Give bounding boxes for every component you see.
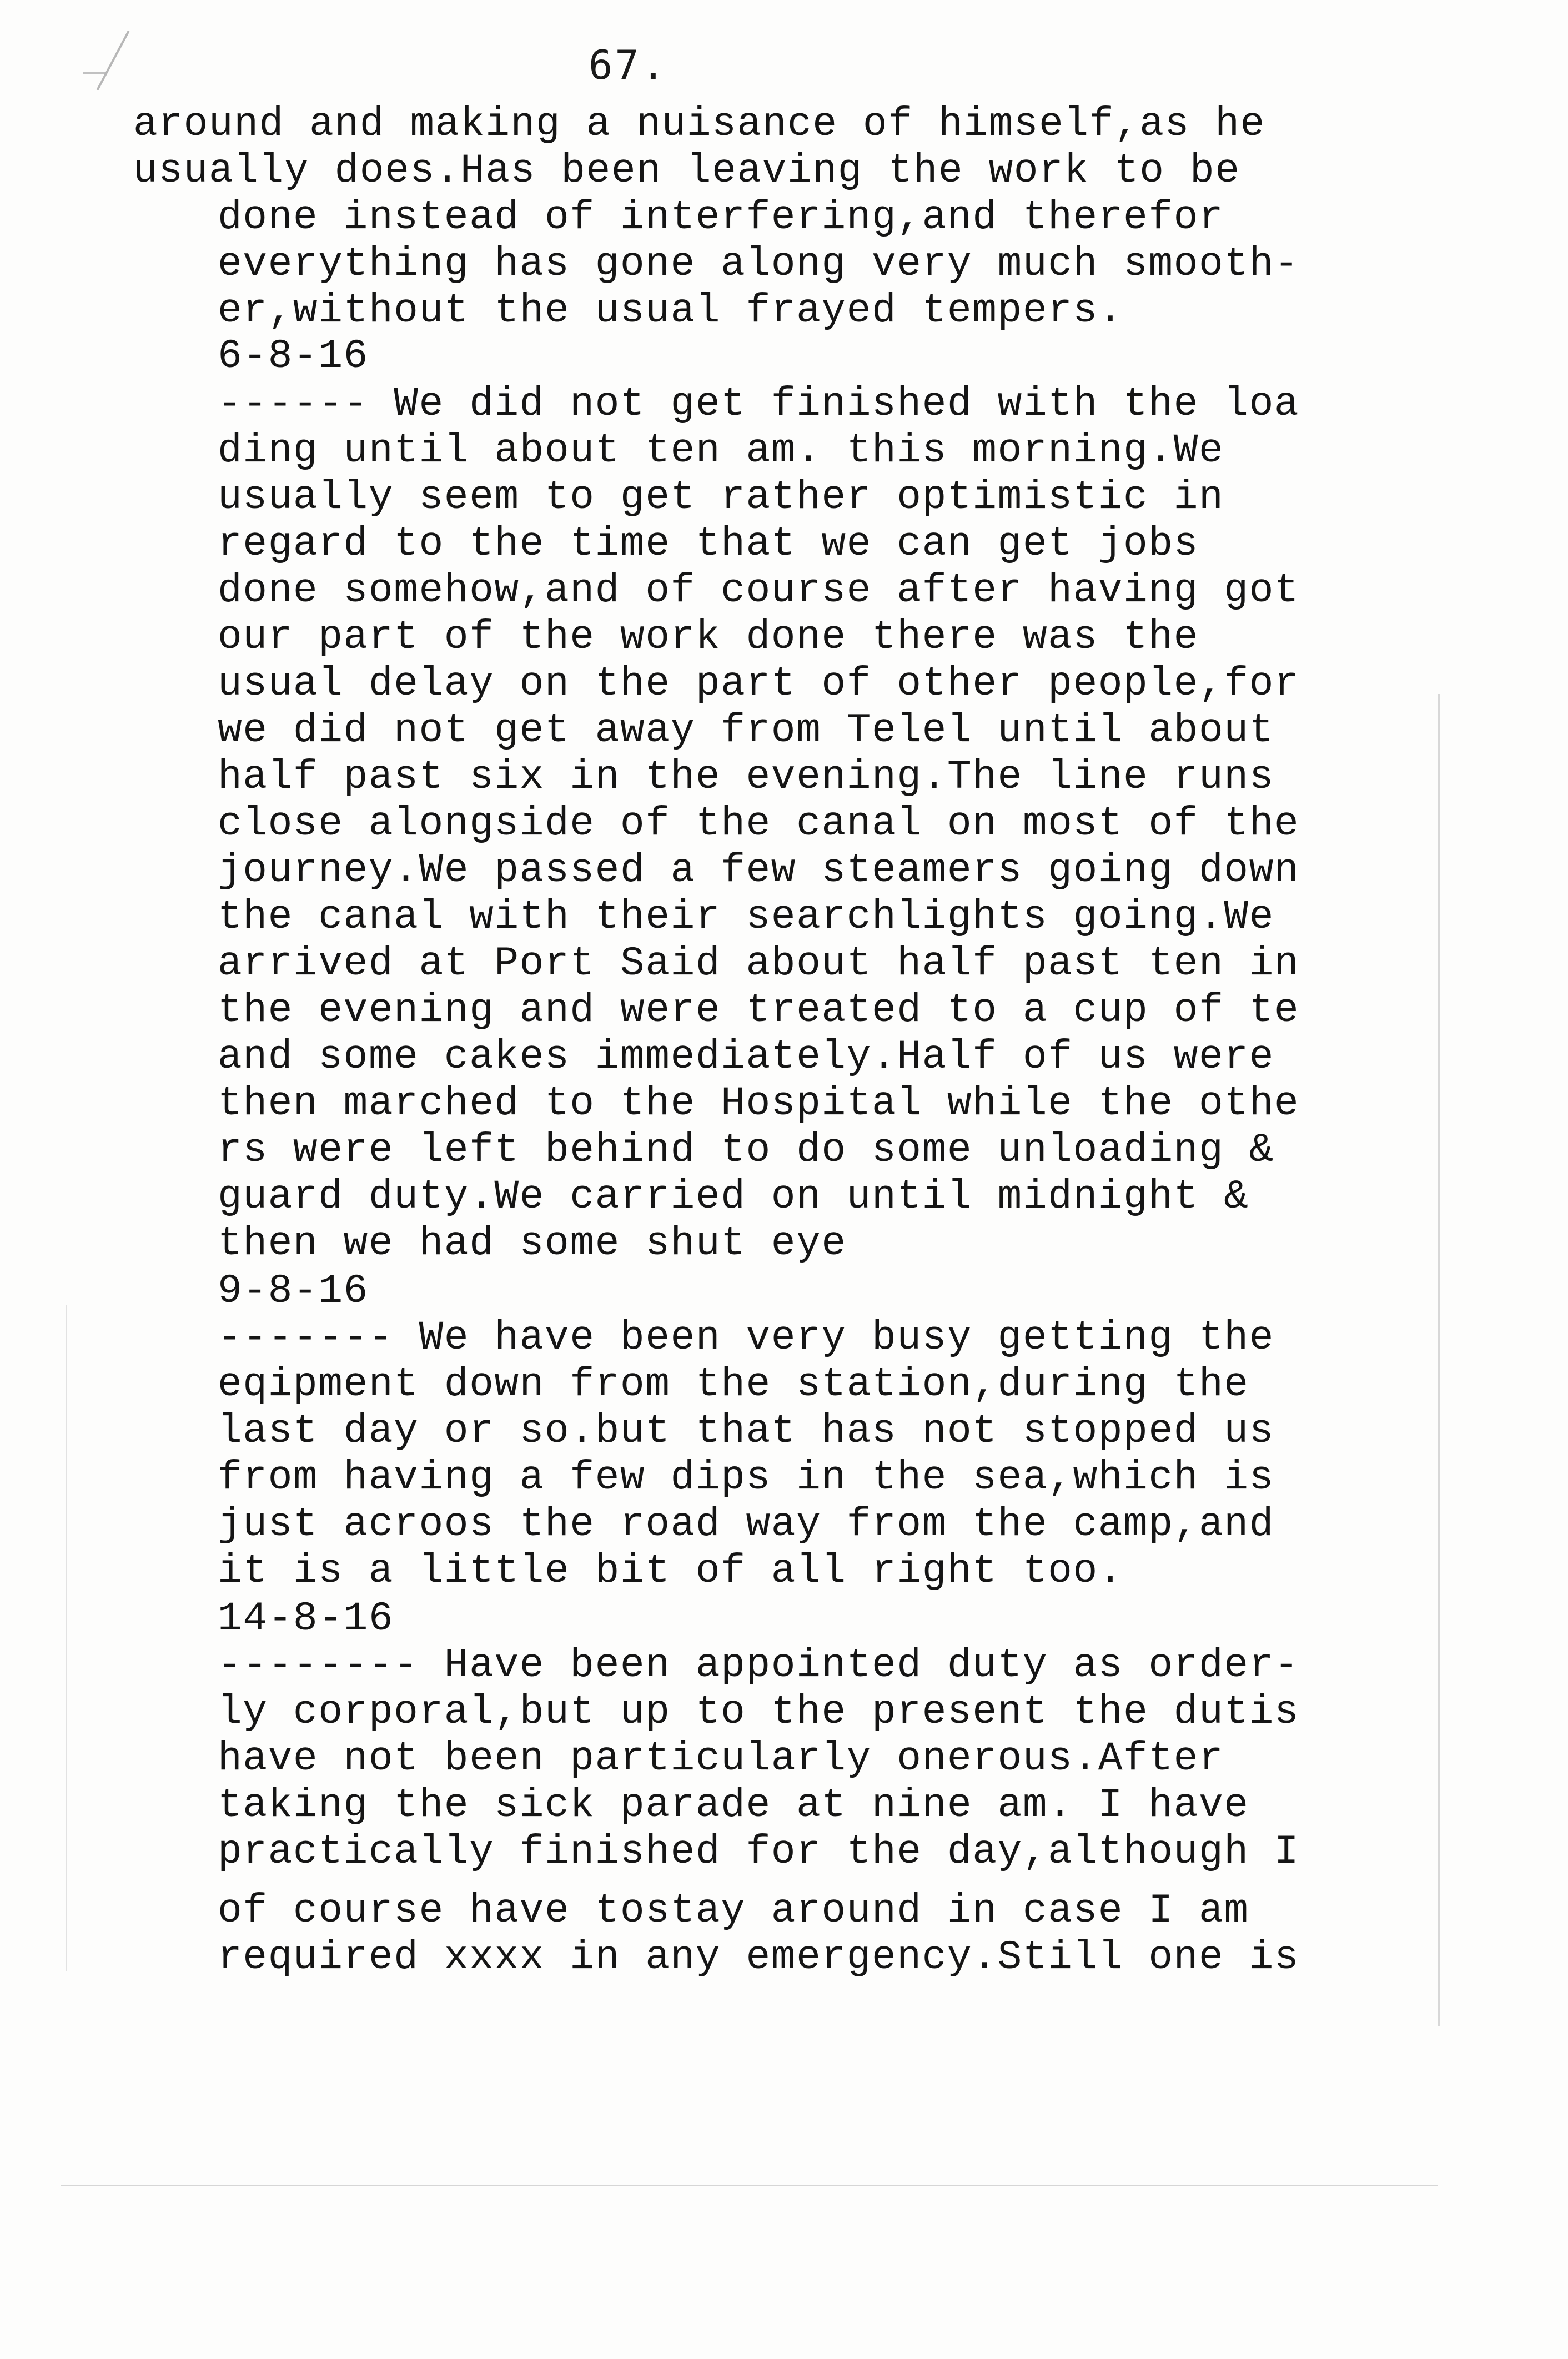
typed-line-40: required xxxx in any emergency.Still one is [218, 1934, 1300, 1980]
page-number: 67. [589, 42, 668, 88]
typed-line-22: then marched to the Hospital while the othe [218, 1080, 1300, 1126]
typed-line-34: -------- Have been appointed duty as order- [218, 1642, 1300, 1688]
typed-line-3: done instead of interfering,and therefor [218, 194, 1224, 240]
pencil-dash-mark [83, 72, 105, 74]
typed-line-35: ly corporal,but up to the present the dutis [218, 1689, 1300, 1735]
typed-line-32: it is a little bit of all right too. [218, 1548, 1124, 1594]
typed-line-30: from having a few dips in the sea,which is [218, 1455, 1274, 1501]
typed-line-39: of course have tostay around in case I am [218, 1888, 1249, 1934]
typed-line-29: last day or so.but that has not stopped us [218, 1408, 1274, 1454]
typed-line-2: usually does.Has been leaving the work to be [133, 148, 1240, 194]
typed-line-7: ------ We did not get finished with the loa [218, 381, 1300, 427]
typed-line-11: done somehow,and of course after having got [218, 567, 1300, 613]
pencil-tick-mark [97, 31, 149, 101]
typed-line-27: ------- We have been very busy getting the [218, 1315, 1274, 1361]
typed-line-20: the evening and were treated to a cup of te [218, 987, 1300, 1033]
typed-line-31: just acroos the road way from the camp,and [218, 1501, 1274, 1547]
typed-line-38: practically finished for the day,although I [218, 1829, 1300, 1875]
date-6-8-16: 6-8-16 [218, 333, 369, 379]
typed-line-10: regard to the time that we can get jobs [218, 521, 1199, 567]
typed-line-36: have not been particularly onerous.After [218, 1736, 1224, 1782]
typed-line-17: journey.We passed a few steamers going down [218, 847, 1300, 893]
typed-line-23: rs were left behind to do some unloading & [218, 1127, 1274, 1173]
typed-line-37: taking the sick parade at nine am. I have [218, 1782, 1249, 1828]
typed-line-12: our part of the work done there was the [218, 614, 1199, 660]
page-bottom-edge [61, 2185, 1438, 2186]
paper-edge-line [1438, 694, 1440, 2026]
typed-line-9: usually seem to get rather optimistic in [218, 474, 1224, 520]
typed-line-19: arrived at Port Said about half past ten in [218, 940, 1300, 987]
typed-line-14: we did not get away from Telel until about [218, 707, 1274, 753]
typed-line-18: the canal with their searchlights going.We [218, 894, 1274, 940]
typed-line-8: ding until about ten am. this morning.We [218, 427, 1224, 474]
scan-smudge [66, 1305, 67, 1971]
typed-line-28: eqipment down from the station,during the [218, 1361, 1249, 1407]
typed-line-1: around and making a nuisance of himself,as he [133, 101, 1265, 147]
date-14-8-16: 14-8-16 [218, 1596, 394, 1642]
typed-line-25: then we had some shut eye [218, 1220, 847, 1266]
date-9-8-16: 9-8-16 [218, 1268, 369, 1314]
typed-line-21: and some cakes immediately.Half of us were [218, 1034, 1274, 1080]
typed-line-5: er,without the usual frayed tempers. [218, 288, 1124, 334]
typed-line-4: everything has gone along very much smooth- [218, 241, 1300, 287]
typed-line-15: half past six in the evening.The line runs [218, 754, 1274, 800]
typed-line-13: usual delay on the part of other people,for [218, 661, 1300, 707]
typed-line-24: guard duty.We carried on until midnight & [218, 1174, 1249, 1220]
typed-line-16: close alongside of the canal on most of the [218, 801, 1300, 847]
